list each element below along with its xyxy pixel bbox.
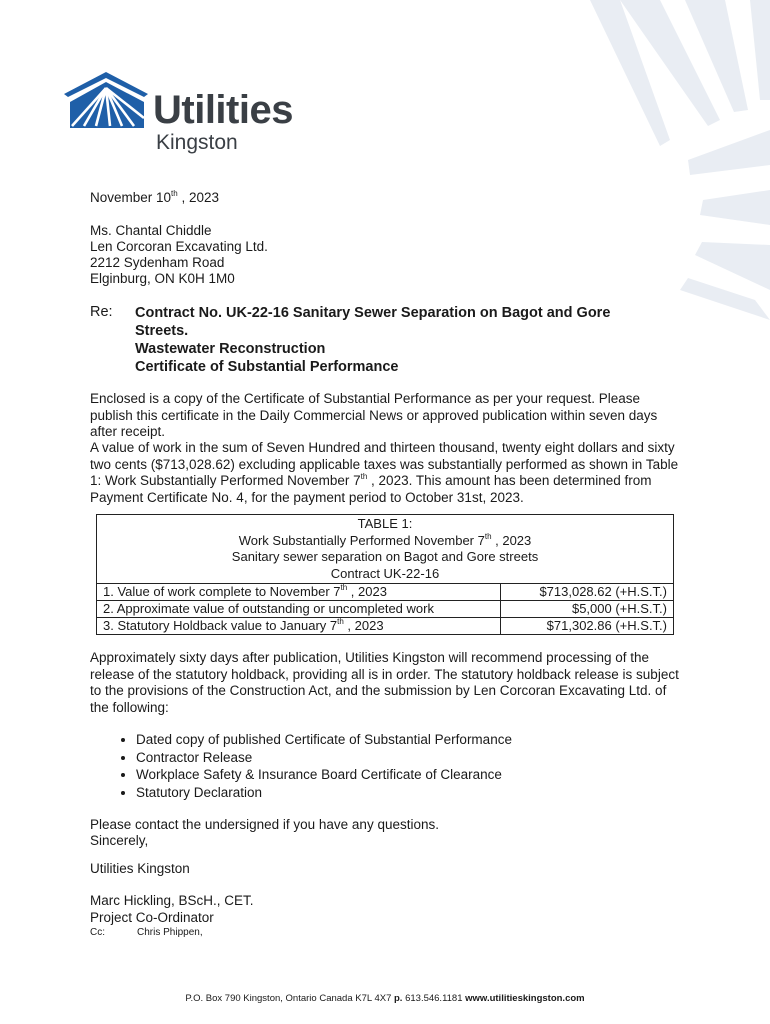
cc-label: Cc: [90,927,105,938]
paragraph-holdback: Approximately sixty days after publication, Utilities Kingston will recommend processing of the release of the statutory holdback, providing all is in order. The statutory holdback release is subject to the provisions of the Construction Act, and the submission by Len Corcoran Excavating Ltd. of the following: [90,650,679,715]
logo-wordmark: Utilities [153,88,293,132]
re-label: Re: [90,304,113,320]
footer-address: P.O. Box 790 Kingston, Ontario Canada K7L 4X7 [185,993,394,1004]
subject-block [135,304,655,376]
row-amount: $71,302.86 (+H.S.T.) [501,618,674,635]
list-item: • Workplace Safety & Insurance Board Certificate of Clearance [136,766,512,784]
letter-footer [0,993,770,1004]
table-contract: Contract UK-22-16 [330,565,440,581]
subject-line-4: Certificate of Substantial Performance [135,359,399,375]
row-amount: $5,000 (+H.S.T.) [501,601,674,618]
signature-org: Utilities Kingston [90,861,190,876]
subject-line-3: Wastewater Reconstruction [135,341,326,357]
list-item: • Contractor Release [136,749,512,767]
row-label: 3. Statutory Holdback value to January 7th , 2023 [97,618,501,635]
footer-phone: 613.546.1181 [402,993,466,1004]
table-row [97,601,674,618]
list-item: • Statutory Declaration [136,784,512,802]
recipient-name: Ms. Chantal Chiddle [90,223,212,238]
table-header [97,515,674,584]
table-subtitle: Work Substantially Performed November 7th , 2023 [238,531,532,548]
paragraph-value: A value of work in the sum of Seven Hundred and thirteen thousand, twenty eight dollars and sixty two cents ($713,028.62) excluding applicable taxes was substantially performed as shown in Table 1: Work Substantially Performed November 7th , 2023. This amount has been determined from Payment Certificate No. 4, for the payment period to October 31st, 2023. [90,440,679,505]
table-row [97,618,674,635]
subject-line-2: Streets. [135,323,189,339]
recipient-city: Elginburg, ON K0H 1M0 [90,271,235,286]
list-item: • Dated copy of published Certificate of Substantial Performance [136,731,512,749]
subject-line-1: Contract No. UK-22-16 Sanitary Sewer Separation on Bagot and Gore [135,305,611,321]
paragraph-enclosed: Enclosed is a copy of the Certificate of Substantial Performance as per your request. Please publish this certificate in the Daily Commercial News or approved publication within seven days after receipt. [90,391,658,439]
work-performed-table [96,514,674,635]
sincerely: Sincerely, [90,833,149,848]
cc-name: Chris Phippen, [137,927,203,938]
footer-phone-label: p. [394,993,403,1004]
recipient-company: Len Corcoran Excavating Ltd. [90,239,268,254]
row-amount: $713,028.62 (+H.S.T.) [501,584,674,601]
table-row [97,584,674,601]
signer-title: Project Co-Ordinator [90,910,214,925]
signer-name: Marc Hickling, BScH., CET. [90,893,254,908]
letter-date: November 10th , 2023 [90,189,220,205]
logo-subtitle: Kingston [156,131,238,154]
row-label: 1. Value of work complete to November 7th , 2023 [97,584,501,601]
recipient-street: 2212 Sydenham Road [90,255,225,270]
contact-line: Please contact the undersigned if you have any questions. [90,817,439,832]
requirements-list [110,731,512,801]
table-project: Sanitary sewer separation on Bagot and Gore streets [231,549,539,564]
row-label: 2. Approximate value of outstanding or uncompleted work [97,601,501,618]
table-title: TABLE 1: [357,516,413,531]
footer-website-link[interactable]: www.utilitieskingston.com [465,993,585,1004]
